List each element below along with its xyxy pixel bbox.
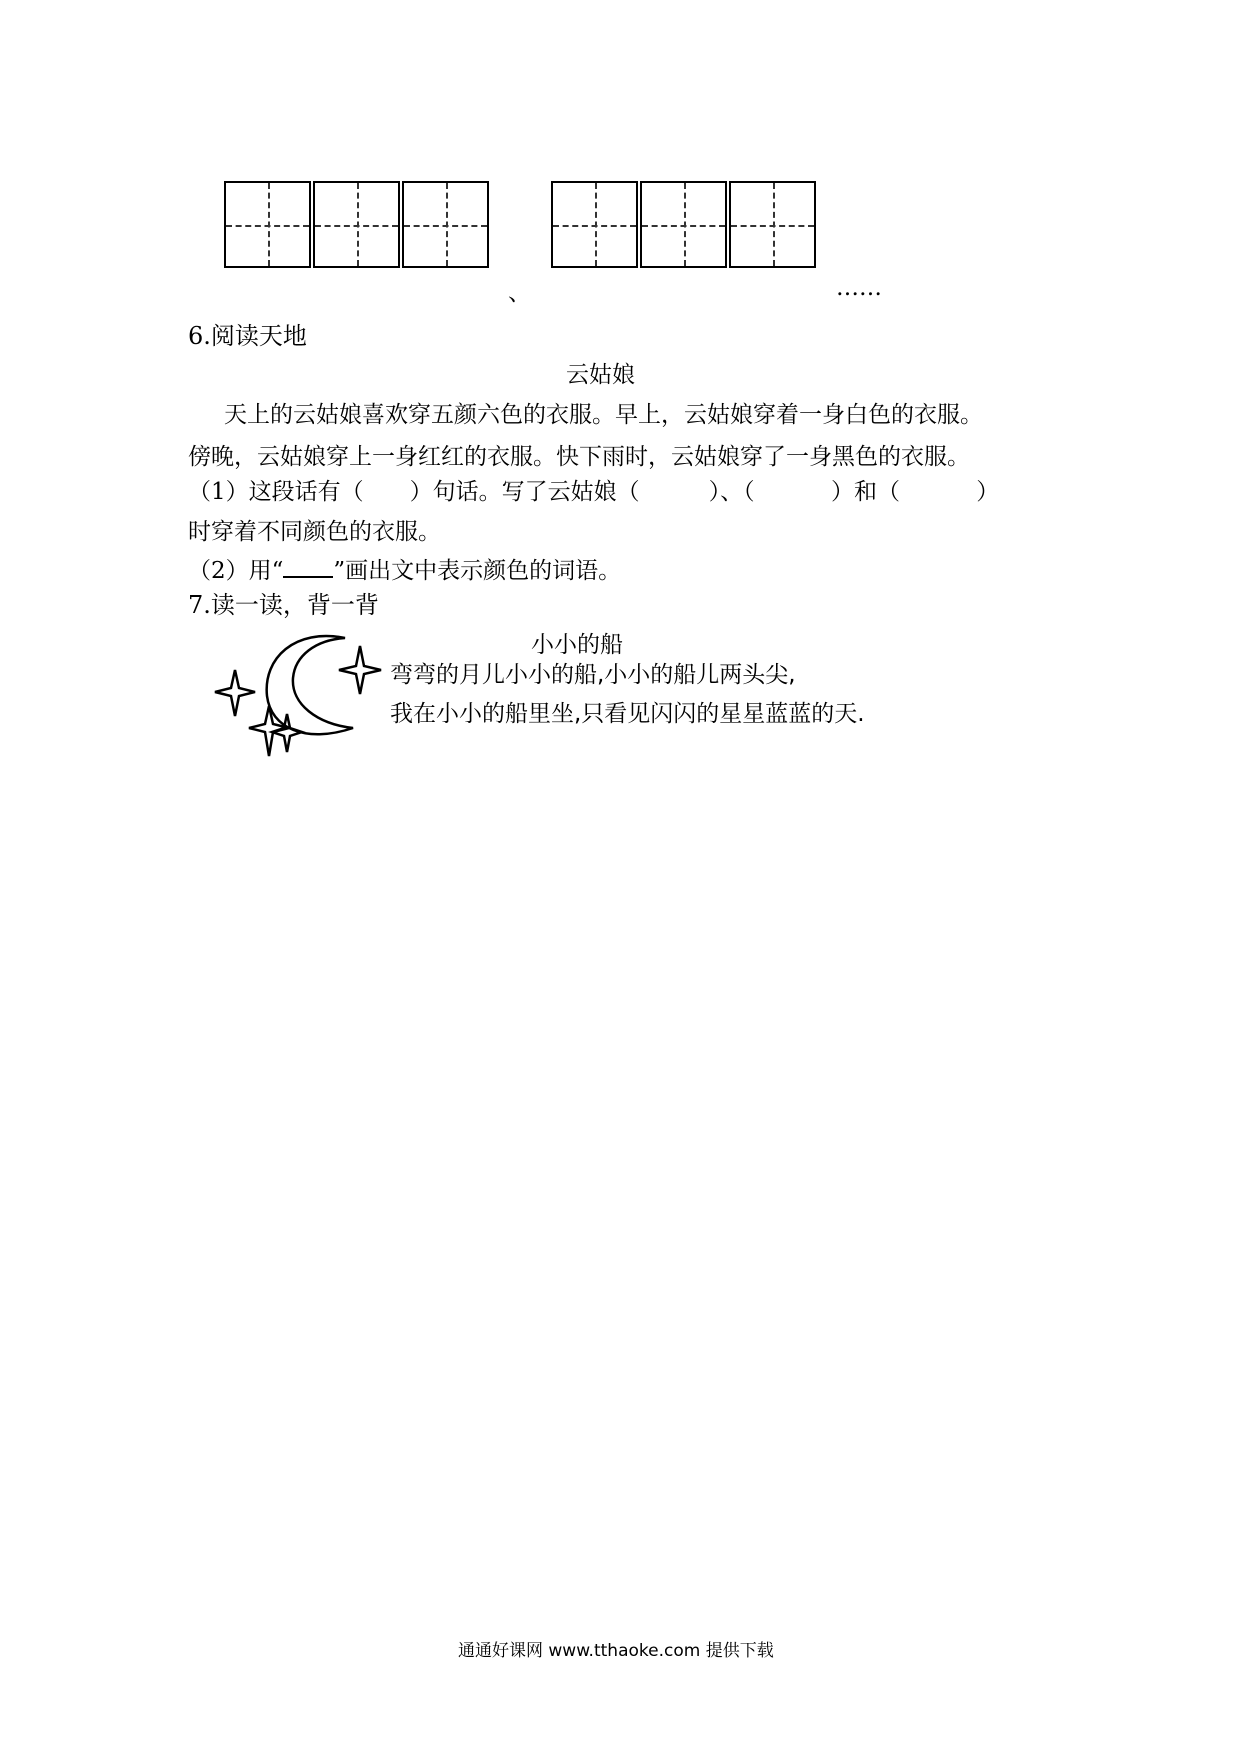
grid-cell[interactable] bbox=[313, 181, 400, 268]
q7-heading: 7.读一读，背一背 bbox=[188, 591, 379, 619]
q6-sub1-line2: 时穿着不同颜色的衣服。 bbox=[188, 519, 441, 545]
crescent-moon-icon bbox=[267, 636, 353, 734]
underline-sample bbox=[283, 556, 333, 578]
writing-grid-left bbox=[224, 181, 491, 268]
grid-cell[interactable] bbox=[402, 181, 489, 268]
q6-sub2-prefix: （2）用“ bbox=[188, 558, 284, 584]
q6-passage-line1: 天上的云姑娘喜欢穿五颜六色的衣服。早上，云姑娘穿着一身白色的衣服。 bbox=[224, 402, 983, 428]
q6-passage-line2: 傍晚，云姑娘穿上一身红红的衣服。快下雨时，云姑娘穿了一身黑色的衣服。 bbox=[188, 444, 970, 470]
grid-cell[interactable] bbox=[640, 181, 727, 268]
q7-poem-title: 小小的船 bbox=[531, 632, 623, 658]
footer-text: 通通好课网 www.tthaoke.com 提供下载 bbox=[458, 1641, 774, 1661]
grid-cell[interactable] bbox=[551, 181, 638, 268]
moon-stars-illustration bbox=[205, 628, 395, 763]
star-icon bbox=[249, 706, 289, 756]
grid-cell[interactable] bbox=[729, 181, 816, 268]
q6-passage-title: 云姑娘 bbox=[566, 362, 635, 388]
q7-poem-line2: 我在小小的船里坐,只看见闪闪的星星蓝蓝的天. bbox=[390, 701, 865, 727]
q6-sub2-suffix: ”画出文中表示颜色的词语。 bbox=[333, 558, 622, 584]
star-icon bbox=[339, 646, 381, 694]
grid-cell[interactable] bbox=[224, 181, 311, 268]
grid-separator: 、 bbox=[508, 280, 531, 306]
writing-grid-right bbox=[551, 181, 818, 268]
grid-ellipsis: …… bbox=[836, 275, 882, 301]
star-icon bbox=[215, 670, 255, 716]
q7-poem-line1: 弯弯的月儿小小的船,小小的船儿两头尖, bbox=[390, 662, 796, 688]
q6-heading: 6.阅读天地 bbox=[188, 322, 307, 350]
q6-sub1-line1: （1）这段话有（ ）句话。写了云姑娘（ ）、（ ）和（ ） bbox=[188, 479, 1000, 505]
